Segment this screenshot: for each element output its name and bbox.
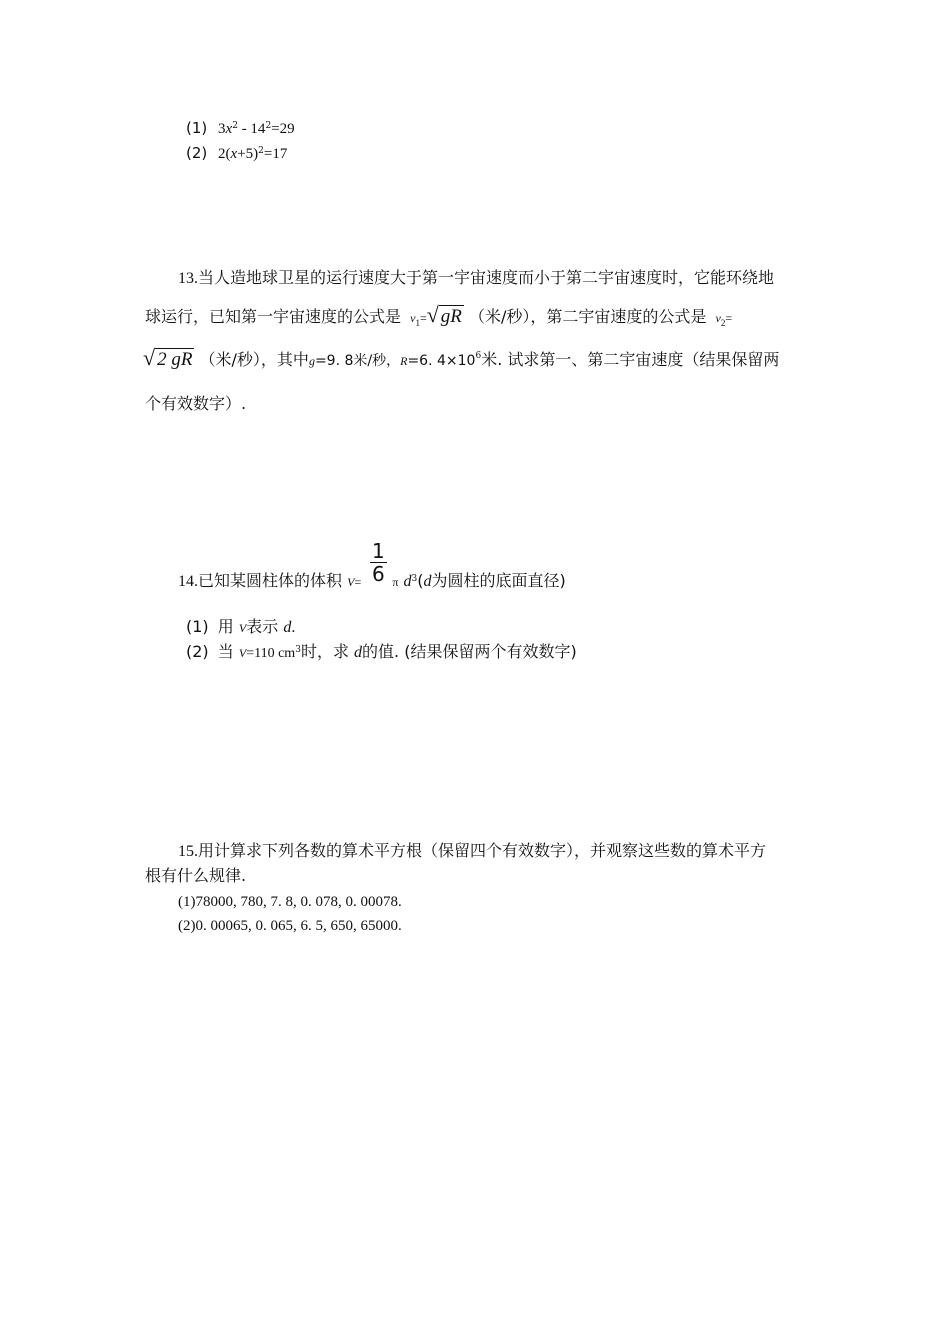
q15-number: 15. — [178, 843, 198, 860]
q15-line2 — [145, 866, 246, 886]
q14-part1 — [186, 617, 295, 638]
q13-v1-var: v — [410, 311, 416, 325]
q14-eq: = — [354, 575, 362, 589]
q14-pi: π — [392, 575, 399, 589]
q13-line1 — [178, 268, 774, 289]
q13-sqrt-2gR-body: 2 gR — [157, 349, 193, 370]
q13-line2 — [145, 300, 732, 338]
q14-d-var: d — [403, 573, 412, 590]
q15-line1 — [178, 841, 766, 862]
q12-part2-label: (2) — [186, 144, 208, 162]
q12-part1-a: 3 — [218, 121, 226, 137]
q12-part1-var: x — [225, 121, 233, 137]
q14-part1-c: . — [291, 619, 296, 636]
q12-part1 — [186, 118, 295, 139]
q14-frac-den: 6 — [372, 562, 385, 586]
q15-part1 — [178, 891, 402, 912]
q13-sqrt-gR: √ gR — [426, 302, 462, 327]
q14-part2 — [186, 642, 577, 664]
q13-v2-var: v — [715, 311, 721, 325]
q12-part1-label: (1) — [186, 119, 208, 137]
q14-part2-d: d — [354, 644, 363, 661]
q14-part1-V: V — [238, 621, 247, 635]
q12-part1-b: - 14 — [237, 121, 266, 137]
q12-part2-b: +5) — [237, 146, 259, 162]
q15-part2-text: (2)0. 00065, 0. 065, 6. 5, 650, 65000. — [178, 918, 402, 934]
q13-g-var: g — [308, 354, 315, 368]
q14-part2-c: 时，求 — [300, 642, 349, 661]
q12-part2-c: =17 — [263, 146, 288, 162]
q12-part1-c: =29 — [271, 121, 295, 137]
q14-d-exp: 3 — [411, 574, 418, 584]
q15-part1-text: (1)78000, 780, 7. 8, 0. 078, 0. 00078. — [178, 894, 402, 910]
q14-d-var2: d — [423, 573, 432, 590]
q13-v2-sub: 2 — [720, 318, 726, 329]
q13-v2-eq: = — [725, 311, 733, 325]
q12-part2-exp: 2 — [258, 146, 264, 156]
q14-part2-e: 的值. (结果保留两个有效数字) — [362, 642, 577, 661]
q14-part2-V: V — [238, 646, 247, 660]
q12-part2 — [186, 143, 287, 164]
q14-intro: 已知某圆柱体的体积 — [198, 571, 343, 590]
q13-line4-text: 个有效数字）. — [145, 394, 247, 413]
q14-part1-d: d — [283, 619, 292, 636]
q13-unit1: （米/秒），第二宇宙速度的公式是 — [469, 307, 707, 326]
q15-line2-text: 根有什么规律. — [145, 866, 247, 885]
q14-tail: 为圆柱的底面直径) — [431, 571, 566, 590]
q12-part2-var: x — [230, 146, 238, 162]
q14-frac-num: 1 — [372, 539, 385, 563]
q13-sqrt-2gR: √ 2 gR — [143, 345, 193, 370]
q14-part2-exp: 3 — [295, 645, 301, 655]
q13-line3-a: （米/秒），其中 — [199, 350, 309, 369]
q13-line2-text: 球运行，已知第一宇宙速度的公式是 — [145, 307, 402, 326]
q13-R-val: =6. 4×10 — [407, 353, 476, 369]
q14-part1-b: 表示 — [246, 617, 279, 636]
q14-paren: ( — [417, 571, 424, 590]
q14-part2-a: 当 — [217, 642, 234, 661]
q14-part2-b: =110 cm — [246, 646, 296, 661]
q13-R-exp: 6 — [475, 351, 482, 361]
q15-part2 — [178, 915, 402, 936]
q14-part1-label: (1) — [186, 617, 209, 636]
q14-part2-label: (2) — [186, 642, 209, 661]
q13-R-var: R — [400, 354, 408, 368]
q15-line1-text: 用计算求下列各数的算术平方根（保留四个有效数字），并观察这些数的算术平方 — [198, 841, 767, 860]
q13-v1-sub: 1 — [415, 318, 420, 329]
q13-line3 — [143, 343, 779, 376]
q12-part1-exp2: 2 — [265, 121, 272, 131]
q13-line1-text: 当人造地球卫星的运行速度大于第一宇宙速度而小于第二宇宙速度时，它能环绕地 — [198, 268, 775, 287]
q13-g-val: =9. 8米/秒， — [314, 353, 401, 369]
q13-number: 13. — [178, 270, 198, 287]
q14-number: 14. — [178, 573, 198, 590]
q13-sqrt-gR-body: gR — [440, 306, 462, 327]
q13-line4 — [145, 394, 246, 414]
q13-line3-b: 米. 试求第一、第二宇宙速度（结果保留两 — [481, 350, 780, 369]
q14-V-var: V — [347, 575, 355, 589]
q13-v1-eq: = — [419, 311, 427, 325]
q12-part1-exp: 2 — [232, 121, 238, 131]
q12-part2-a: 2( — [218, 146, 231, 162]
q14-part1-a: 用 — [217, 617, 234, 636]
q14-line1 — [178, 571, 566, 592]
